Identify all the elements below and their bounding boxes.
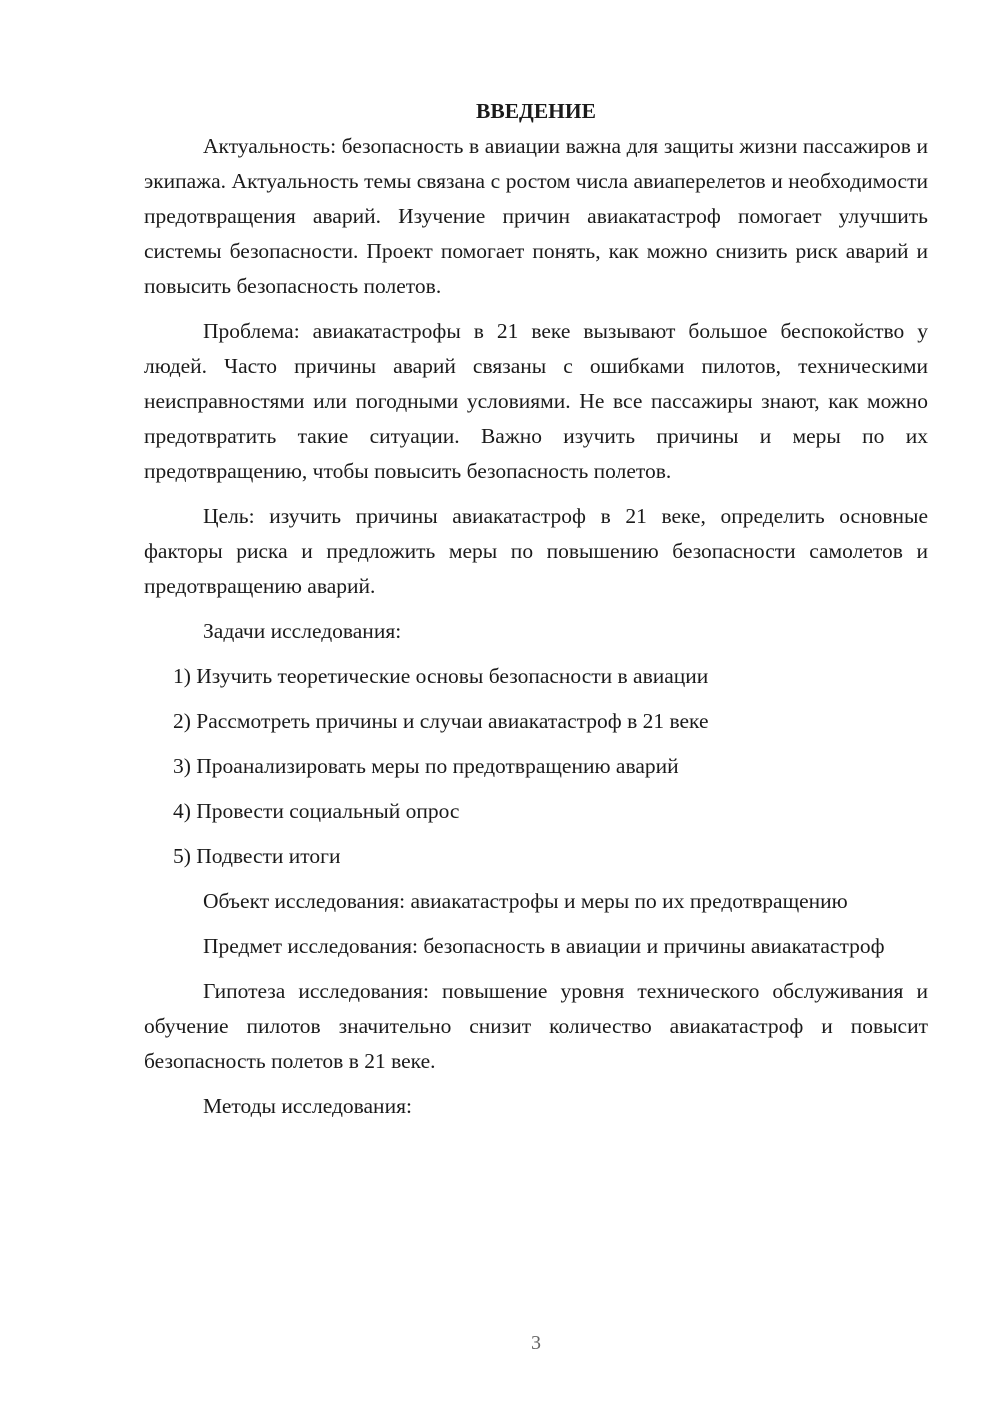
goal-paragraph: Цель: изучить причины авиакатастроф в 21 веке, определить основные факторы риска и предложить меры по повышению безопасности самолетов и предотвращению аварий. bbox=[144, 504, 928, 598]
problem-paragraph: Проблема: авиакатастрофы в 21 веке вызывают большое беспокойство у людей. Часто причины аварий связаны с ошибками пилотов, техническими неисправностями или погодными условиями. Не все пассажиры знают, как можно предотвратить такие ситуации. Важно изучить причины и меры по их предотвращению, чтобы повысить безопасность полетов. bbox=[144, 319, 928, 483]
relevance-paragraph: Актуальность: безопасность в авиации важна для защиты жизни пассажиров и экипажа. Актуальность темы связана с ростом числа авиаперелетов и необходимости предотвращения аварий. Изучение причин авиакатастроф помогает улучшить системы безопасности. Проект помогает понять, как можно снизить риск аварий и повысить безопасность полетов. bbox=[144, 134, 928, 298]
subject-paragraph: Предмет исследования: безопасность в авиации и причины авиакатастроф bbox=[203, 934, 885, 958]
page-title: ВВЕДЕНИЕ bbox=[476, 99, 596, 123]
list-item: 2) Рассмотреть причины и случаи авиакатастроф в 21 веке bbox=[173, 709, 709, 733]
tasks-heading: Задачи исследования: bbox=[203, 619, 402, 643]
tasks-list bbox=[144, 659, 928, 874]
document-page bbox=[144, 94, 928, 1134]
page-number: 3 bbox=[531, 1332, 541, 1354]
list-item: 5) Подвести итоги bbox=[173, 844, 341, 868]
list-item: 1) Изучить теоретические основы безопасности в авиации bbox=[173, 664, 709, 688]
list-item: 4) Провести социальный опрос bbox=[173, 799, 460, 823]
object-paragraph: Объект исследования: авиакатастрофы и меры по их предотвращению bbox=[203, 889, 848, 913]
methods-paragraph: Методы исследования: bbox=[203, 1094, 412, 1118]
list-item: 3) Проанализировать меры по предотвращению аварий bbox=[173, 754, 679, 778]
hypothesis-paragraph: Гипотеза исследования: повышение уровня технического обслуживания и обучение пилотов значительно снизит количество авиакатастроф и повысит безопасность полетов в 21 веке. bbox=[144, 979, 928, 1073]
